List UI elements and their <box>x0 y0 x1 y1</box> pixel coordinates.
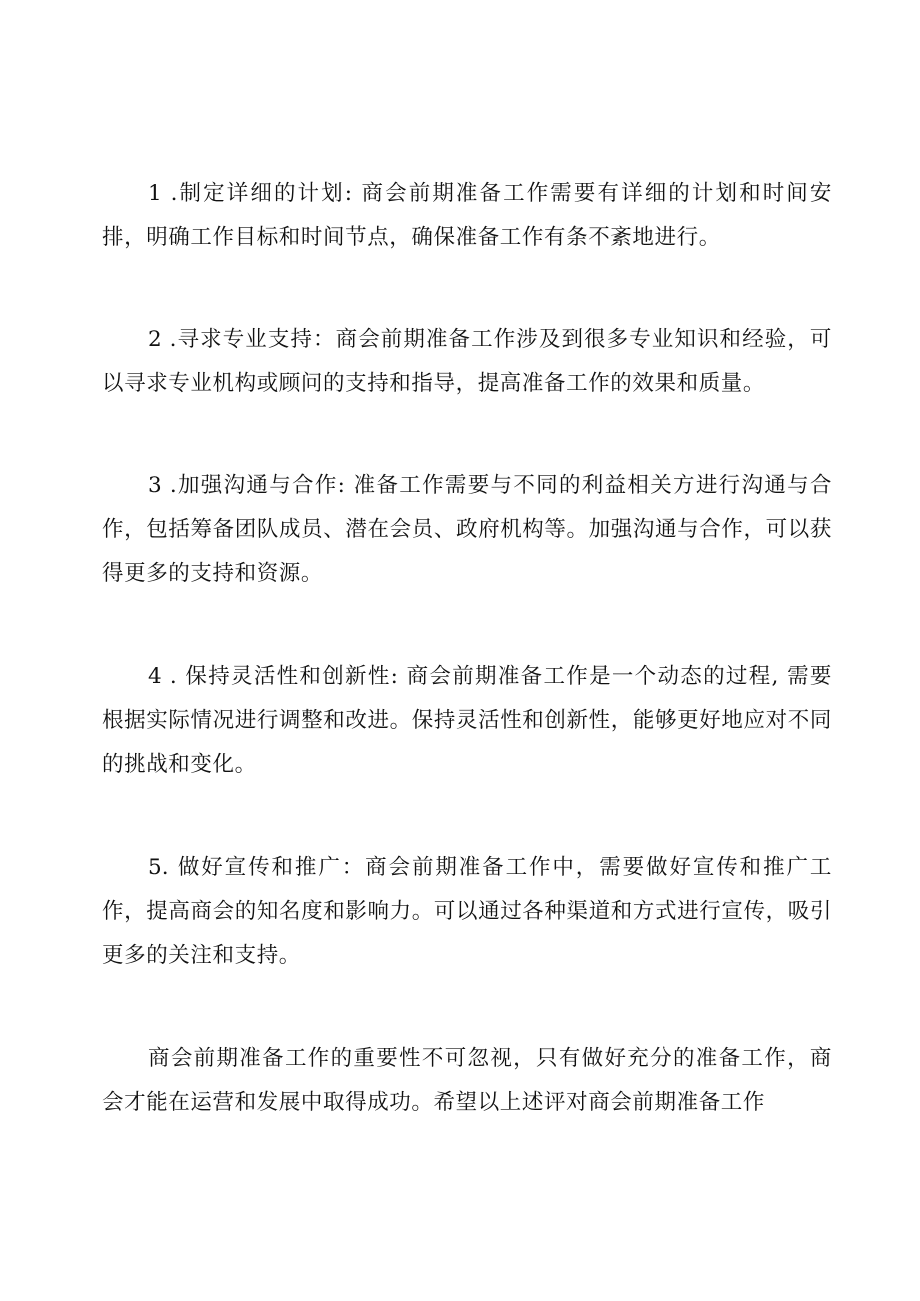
paragraph-text: . 做好宣传和推广：商会前期准备工作中，需要做好宣传和推广工作，提高商会的知名度和影响力。可以通过各种渠道和方式进行宣传，吸引更多的关注和支持。 <box>102 855 832 968</box>
paragraph-item-2 <box>102 318 832 406</box>
paragraph-text: . 保持灵活性和创新性: 商会前期准备工作是一个动态的过程, 需要根据实际情况进行调整和改进。保持灵活性和创新性，能够更好地应对不同的挑战和变化。 <box>102 664 832 777</box>
paragraph-number: 4 <box>148 664 162 689</box>
paragraph-item-3 <box>102 464 832 596</box>
paragraph-text: .寻求专业支持：商会前期准备工作涉及到很多专业知识和经验，可以寻求专业机构或顾问的支持和指导，提高准备工作的效果和质量。 <box>102 327 832 396</box>
paragraph-number: 5 <box>148 855 162 880</box>
paragraph-item-4 <box>102 655 832 787</box>
paragraph-number: 2 <box>148 327 162 352</box>
paragraph-item-5 <box>102 846 832 978</box>
paragraph-text: .制定详细的计划: 商会前期准备工作需要有详细的计划和时间安排，明确工作目标和时间节点，确保准备工作有条不紊地进行。 <box>102 181 832 250</box>
paragraph-conclusion <box>102 1037 832 1125</box>
paragraph-text: 商会前期准备工作的重要性不可忽视，只有做好充分的准备工作，商会才能在运营和发展中取得成功。希望以上述评对商会前期准备工作 <box>102 1046 832 1115</box>
paragraph-number: 3 <box>148 473 162 498</box>
paragraph-text: .加强沟通与合作: 准备工作需要与不同的利益相关方进行沟通与合作，包括筹备团队成员、潜在会员、政府机构等。加强沟通与合作，可以获得更多的支持和资源。 <box>102 473 832 586</box>
paragraph-number: 1 <box>148 181 162 206</box>
paragraph-item-1 <box>102 172 832 260</box>
